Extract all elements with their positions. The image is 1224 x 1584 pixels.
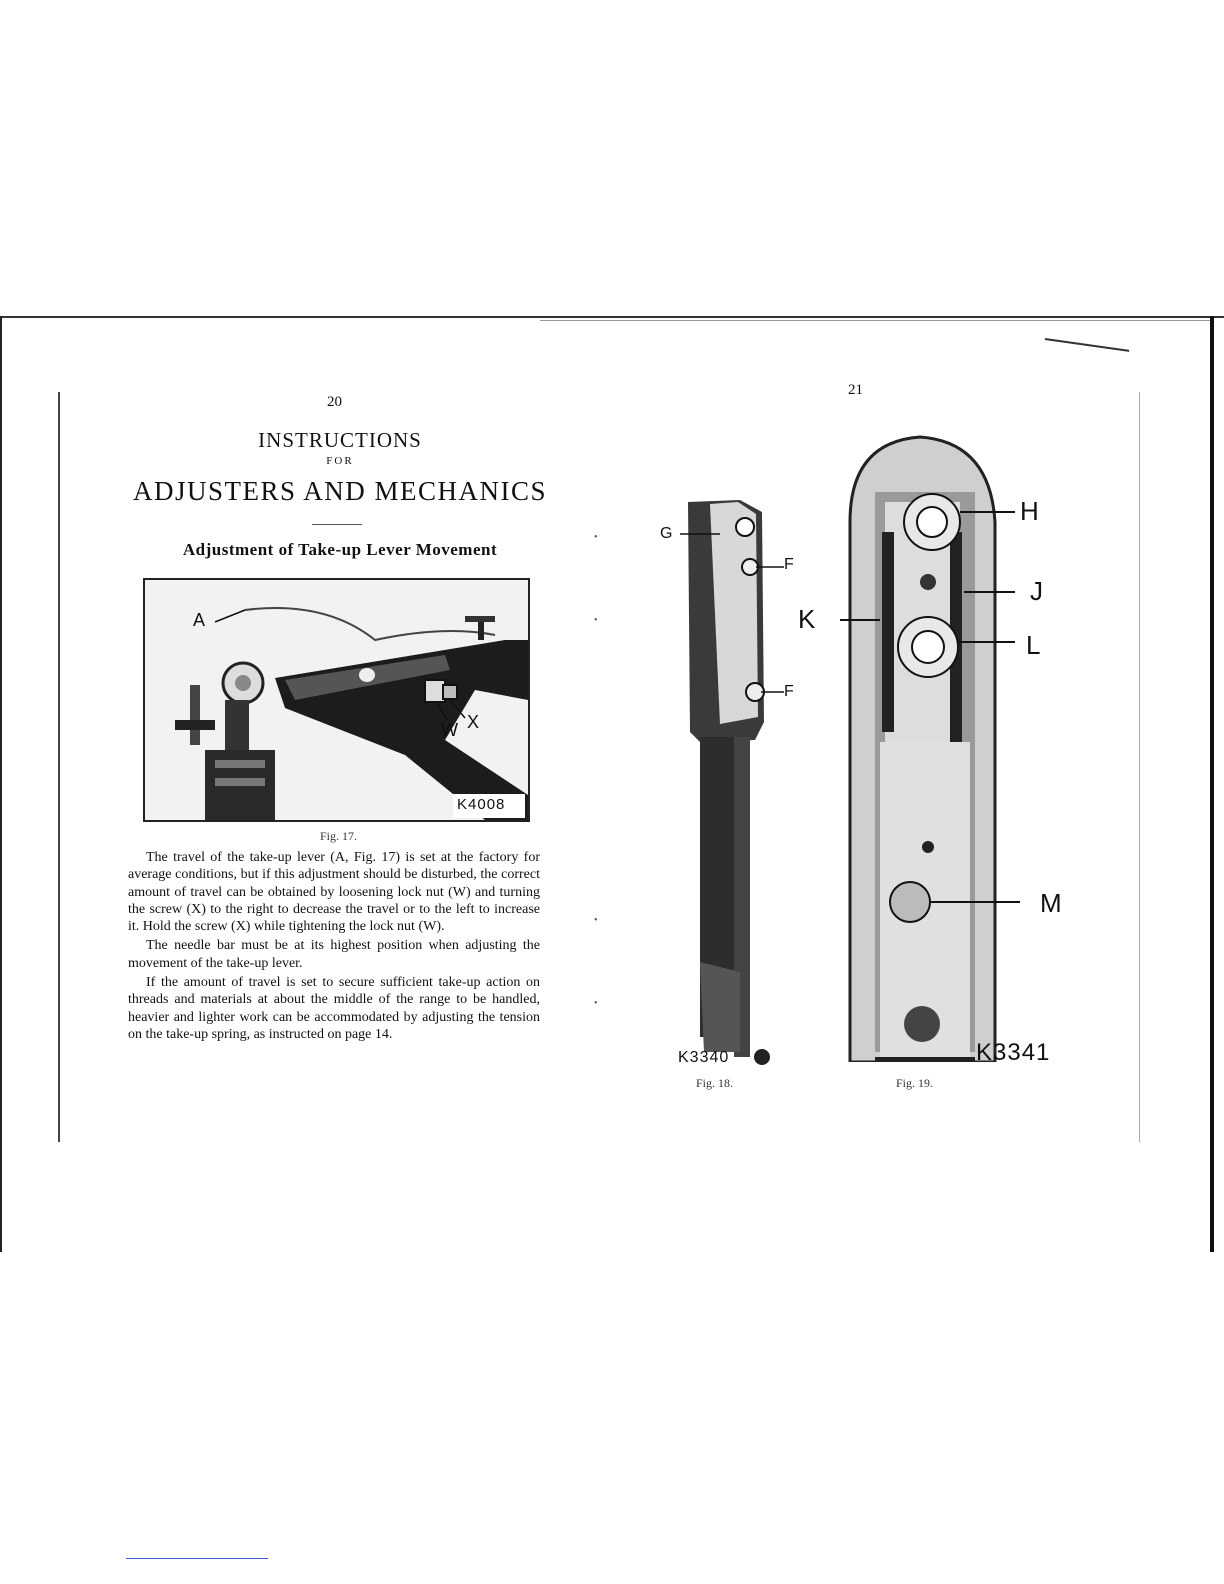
title-adjusters-mechanics: ADJUSTERS AND MECHANICS <box>132 476 548 506</box>
paragraph: The needle bar must be at its highest position when adjusting the movement of the take-up lever. <box>128 938 540 971</box>
page-number-left: 20 <box>327 394 342 410</box>
label-l: L <box>1026 630 1041 660</box>
title-divider <box>312 524 362 525</box>
gutter-mark: • <box>594 615 598 626</box>
paragraph: The travel of the take-up lever (A, Fig. 17) is set at the factory for average conditions, but if this adjustment should be disturbed, the correct amount of travel can be obtained by loosening lock nut (W) and turning the screw (X) to the right to decrease the travel or to the left to increase it. Hold the screw (X) while tightening the lock nut (W). <box>128 850 540 935</box>
title-instructions: INSTRUCTIONS <box>258 428 422 452</box>
label-k: K <box>798 604 816 634</box>
label-f-lower: F <box>784 683 794 700</box>
paragraph: If the amount of travel is set to secure sufficient take-up action on threads and materials at about the middle of the range to be handled, heavier and lighter work can be accommodated by adjusting the tension on the take-up spring, as instructed on page 14. <box>128 975 540 1042</box>
label-a: A <box>193 610 206 630</box>
label-j: J <box>1030 576 1043 606</box>
label-w: W <box>441 720 458 740</box>
figure-19-code: K3341 <box>976 1039 1051 1066</box>
figure-17-photo <box>143 578 530 822</box>
corner-scratch-mark <box>1045 338 1129 352</box>
label-m: M <box>1040 888 1062 918</box>
scan-border-top-inner <box>540 320 1210 321</box>
label-g: G <box>660 525 673 542</box>
scan-border-top <box>0 316 1224 318</box>
section-title: Adjustment of Take-up Lever Movement <box>182 540 498 559</box>
figure-code: K4008 <box>457 796 506 813</box>
label-f-upper: F <box>784 556 794 573</box>
page-number-right: 21 <box>848 382 863 398</box>
gutter-mark: • <box>594 998 598 1009</box>
title-for: FOR <box>326 455 354 467</box>
figure-18-code: K3340 <box>678 1049 730 1066</box>
gutter-mark: • <box>594 915 598 926</box>
figure-19-rack-and-gears <box>840 432 1020 1062</box>
figure-17-caption: Fig. 17. <box>320 829 358 843</box>
gutter-mark: • <box>594 532 598 543</box>
label-h: H <box>1020 496 1039 526</box>
figure-18-needle-bar <box>660 492 790 1072</box>
left-margin-line <box>58 392 60 1142</box>
bottom-underline <box>126 1558 268 1559</box>
figure-19-caption: Fig. 19. <box>896 1076 934 1090</box>
right-margin-line <box>1139 392 1140 1142</box>
figure-18-caption: Fig. 18. <box>696 1076 734 1090</box>
scan-border-left <box>0 316 2 1252</box>
label-x: X <box>467 712 480 732</box>
body-text <box>128 849 540 1045</box>
scan-border-right <box>1210 316 1214 1252</box>
